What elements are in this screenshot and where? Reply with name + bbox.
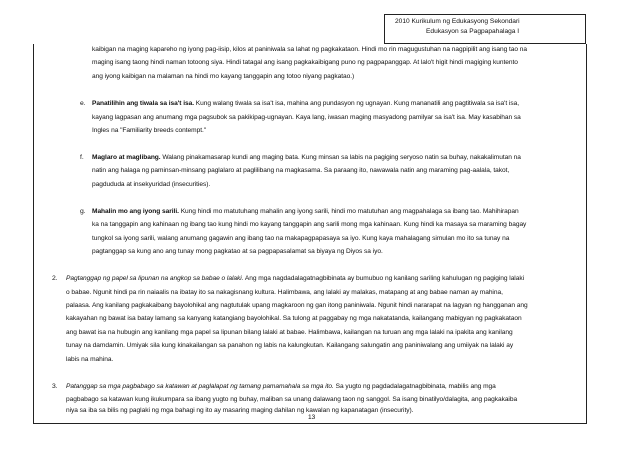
paragraph-line: Ingles na "Familiarity breeds contempt.": [92, 127, 207, 134]
page-number: 13: [308, 414, 316, 421]
paragraph-line: pagbabago sa katawan kung ikukumpara sa ibang yugto ng buhay, maliban sa unang dalawang taon ng sanggol. Sa isang binatilyo/dalagita, ang pagkakaiba: [66, 396, 518, 403]
list-marker-g: g.: [80, 208, 86, 215]
section-text: Ang mga nagdadalagatnagbibinata ay bumubuo ng kanilang sariling kahulugan ng pagiging lalaki: [243, 275, 525, 282]
paragraph-line: natin ang halaga ng paminsan-minsang paglalaro at paglilibang na magkasama. Sa paraang ito, nawawala natin ang maraming pag-aalala, takot,: [92, 167, 510, 174]
paragraph-line: niya sa iba sa bilis ng paglaki ng mga bahagi ng ito ay masaring maging dahilan ng kawalan ng kapanatagan (insecurity).: [66, 407, 414, 414]
subject-title: Edukasyon sa Pagpapahalaga I: [426, 28, 520, 35]
paragraph-line: kaibigan na maging kapareho ng iyong pag-iisip, kilos at paniniwala sa lahat ng pagkakataon. Hindi mo rin magugustuhan na nagpipilit ang isang tao na: [92, 46, 527, 53]
section-marker-3: 3.: [52, 383, 58, 390]
paragraph-line: ang iyong kaibigan na malaman na hindi mo kayang tanggapin ang totoo niyang pagkatao.): [92, 73, 355, 80]
list-item-g: [92, 208, 519, 216]
paragraph-line: kayang lagpasan ang anumang mga pagsubok sa pakikipag-ugnayan. Kaya lang, iwasan maging masyadong pamilyar sa isa't isa. May kasabihan sa: [92, 114, 521, 121]
section-title: Patanggap sa mga pagbabago sa katawan at paglalapat ng tamang pamamahala sa mga ito.: [66, 383, 334, 390]
curriculum-header: [384, 14, 586, 44]
paragraph-line: palaasa. Ang kanilang pagkakaibang bayolohikal ang nagtutulak upang magkaroon ng gan itong paniniwala. Ngunit hindi nararapat na lagyan ng hangganan ang: [66, 302, 528, 309]
list-marker-f: f.: [80, 154, 84, 161]
paragraph-line: tungkol sa iyong sarili, walang anumang gagawin ang ibang tao na makapagpapasaya sa iyo. Kung kaya mahalagang simulan mo ito sa tunay na: [92, 235, 510, 242]
paragraph-line: o babae. Ngunit hindi pa rin naiaalis na ibatay ito sa nakagisnang kultura. Halimbawa, ang lalaki ay malakas, matapang at ang babae naman ay mahina,: [66, 289, 503, 296]
section-3-heading: [66, 383, 496, 391]
paragraph-line: ang bawat isa na hubugin ang kanilang mga papel sa lipunan bilang lalaki at babae. Halimbawa, kailangan na turuan ang mga lalaki na ipakita ang kanilang: [66, 329, 513, 336]
paragraph-line: ka na tanggapin ang kahinaan ng ibang tao kung hindi mo kayang tanggapin ang sarili mong mga kahinaan. Kung hindi ka masaya sa maraming bagay: [92, 221, 527, 228]
paragraph-line: pagdududa at insekyuridad (insecurities).: [92, 181, 211, 188]
paragraph-line: labis na mahina.: [66, 356, 114, 363]
paragraph-line: kakayahan ng bawat isa batay lamang sa kanyang katangiang bayolohikal. Sa tulong at paggabay ng mga nakatatanda, kailangang mabigyan ng pagkakataon: [66, 315, 522, 322]
item-text: Kung hindi mo matutuhang mahalin ang iyong sarili, hindi mo matutuhan ang magpahalaga sa ibang tao. Mahihirapan: [178, 208, 519, 215]
item-title: Panatilihin ang tiwala sa isa't isa.: [92, 100, 195, 107]
paragraph-line: maging isang taong hindi naman totoong siya. Hindi tatagal ang isang pagkakaibigang puno ng pagpapanggap. At lalo't higit hindi magiging kuntento: [92, 59, 518, 66]
paragraph-line: pagtanggap sa kung ano ang tunay mong pagkatao at sa pagpapasalamat sa biyaya ng Diyos sa iyo.: [92, 248, 383, 255]
item-title: Mahalin mo ang iyong sarili.: [92, 208, 179, 215]
item-text: Kung walang tiwala sa isa't isa, mahina ang pundasyon ng ugnayan. Kung mananatili ang pagtitiwala sa isa't isa,: [194, 100, 520, 107]
paragraph-line: tunay na damdamin. Umiyak sila kung kinakailangan sa panahon ng labis na kalungkutan. Kailangang salungatin ang paniniwalang ang umiiyak na lalaki ay: [66, 342, 514, 349]
section-text: Sa yugto ng pagdadalagatnagbibinata, mabilis ang mga: [333, 383, 496, 390]
item-text: Walang pinakamasarap kundi ang maging bata. Kung minsan sa labis na pagiging seryoso natin sa buhay, nakakalimutan na: [160, 154, 521, 161]
list-item-e: [92, 100, 519, 108]
section-2-heading: [66, 275, 524, 283]
list-marker-e: e.: [80, 100, 86, 107]
section-marker-2: 2.: [52, 275, 58, 282]
item-title: Maglaro at maglibang.: [92, 154, 161, 161]
curriculum-title: 2010 Kurikulum ng Edukasyong Sekondari: [395, 18, 520, 25]
section-title: Pagtanggap ng papel sa lipunan na angkop sa babae o lalaki.: [66, 275, 244, 282]
list-item-f: [92, 154, 521, 162]
